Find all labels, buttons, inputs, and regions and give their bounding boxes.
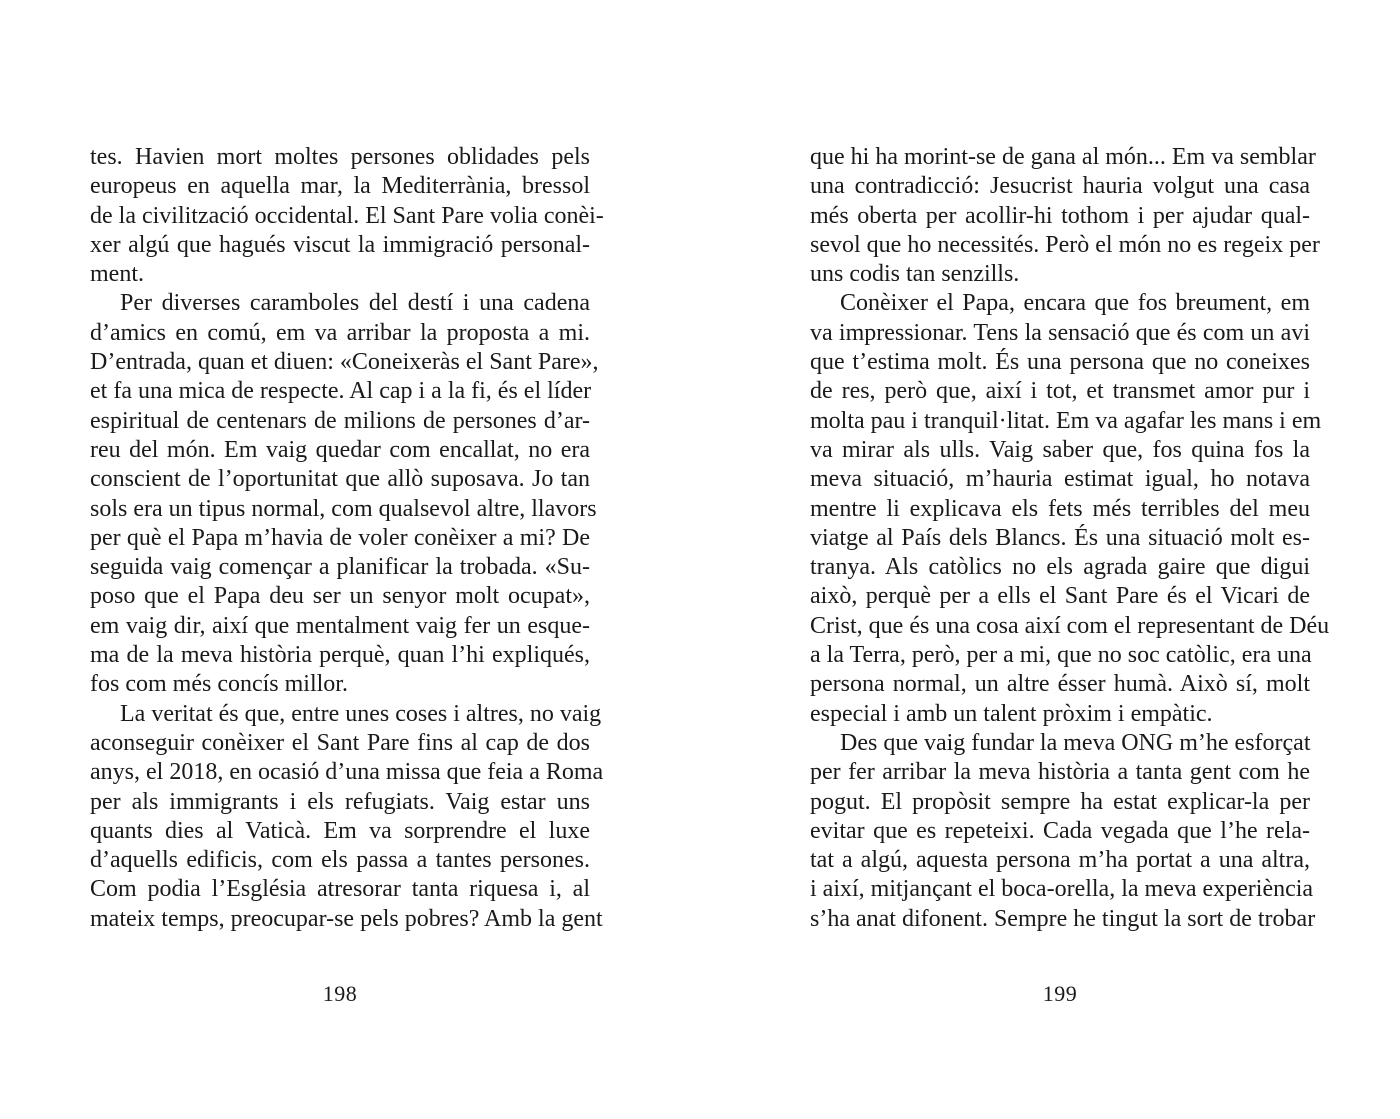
text-line: molta pau i tranquil·litat. Em va agafar les mans i em: [810, 407, 1322, 434]
text-line: a la Terra, però, per a mi, que no soc catòlic, era una: [810, 642, 1312, 669]
right-page-text: [810, 143, 1330, 934]
text-line: més oberta per acollir-hi tothom i per ajudar qual-: [810, 202, 1310, 229]
text-line: persona normal, un altre ésser humà. Això sí, molt: [810, 671, 1310, 698]
text-line: conscient de l’oportunitat que allò suposava. Jo tan: [90, 466, 590, 493]
text-line: xer algú que hagués viscut la immigració personal-: [90, 231, 590, 258]
text-line: ma de la meva història perquè, quan l’hi expliqués,: [90, 642, 590, 669]
text-line: va impressionar. Tens la sensació que és com un avi: [810, 319, 1310, 346]
text-line: i així, mitjançant el boca-orella, la meva experiència: [810, 876, 1314, 903]
text-line: sols era un tipus normal, com qualsevol altre, llavors: [90, 495, 597, 522]
text-line: que t’estima molt. És una persona que no coneixes: [810, 349, 1310, 376]
text-line: d’amics en comú, em va arribar la proposta a mi.: [90, 319, 590, 346]
text-line: Crist, que és una cosa així com el representant de Déu: [810, 612, 1330, 639]
left-page-number: 198: [322, 981, 358, 1006]
text-line: espiritual de centenars de milions de persones d’ar-: [90, 407, 590, 434]
right-page-number: 199: [1042, 981, 1078, 1006]
text-line: especial i amb un talent pròxim i empàtic.: [810, 700, 1213, 727]
text-line: em vaig dir, així que mentalment vaig fer un esque-: [90, 612, 590, 639]
text-line: per fer arribar la meva història a tanta gent com he: [810, 759, 1310, 786]
text-line: que hi ha morint-se de gana al món... Em va semblar: [810, 144, 1316, 170]
text-line: ment.: [90, 261, 144, 288]
text-line: mateix temps, preocupar-se pels pobres? Amb la gent: [90, 905, 603, 932]
text-line: reu del món. Em vaig quedar com encallat, no era: [90, 436, 590, 463]
text-line: sevol que ho necessités. Però el món no es regeix per: [810, 231, 1320, 258]
text-line: Per diverses caramboles del destí i una cadena: [120, 290, 590, 317]
text-line: anys, el 2018, en ocasió d’una missa que feia a Roma: [90, 759, 604, 786]
text-line: s’ha anat difonent. Sempre he tingut la sort de trobar: [810, 905, 1316, 932]
text-line: tat a algú, aquesta persona m’ha portat a una altra,: [810, 847, 1310, 874]
text-line: per als immigrants i els refugiats. Vaig estar uns: [90, 788, 590, 815]
text-line: tranya. Als catòlics no els agrada gaire que digui: [810, 554, 1310, 581]
text-line: tes. Havien mort moltes persones oblidades pels: [90, 144, 590, 170]
text-line: viatge al País dels Blancs. És una situació molt es-: [810, 524, 1310, 551]
text-line: uns codis tan senzills.: [810, 261, 1020, 288]
text-line: de la civilització occidental. El Sant Pare volia conèi-: [90, 202, 604, 229]
text-line: Com podia l’Església atresorar tanta riquesa i, al: [90, 876, 590, 903]
text-line: evitar que es repeteixi. Cada vegada que l’he rela-: [810, 817, 1310, 844]
text-line: una contradicció: Jesucrist hauria volgut una casa: [810, 173, 1310, 200]
text-line: d’aquells edificis, com els passa a tantes persones.: [90, 847, 590, 874]
text-line: La veritat és que, entre unes coses i altres, no vaig: [120, 700, 602, 727]
text-line: mentre li explicava els fets més terribles del meu: [810, 495, 1310, 522]
text-line: fos com més concís millor.: [90, 671, 348, 698]
text-line: pogut. El propòsit sempre ha estat explicar-la per: [810, 788, 1310, 815]
text-line: quants dies al Vaticà. Em va sorprendre el luxe: [90, 817, 590, 844]
text-line: aconseguir conèixer el Sant Pare fins al cap de dos: [90, 729, 590, 756]
text-line: Des que vaig fundar la meva ONG m’he esforçat: [840, 729, 1311, 756]
text-line: de res, però que, així i tot, et transmet amor pur i: [810, 378, 1310, 405]
text-line: per què el Papa m’havia de voler conèixer a mi? De: [90, 524, 590, 551]
left-page-text: [90, 143, 604, 934]
text-line: et fa una mica de respecte. Al cap i a la fi, és el líder: [90, 378, 592, 405]
text-line: D’entrada, quan et diuen: «Coneixeràs el Sant Pare»,: [90, 349, 599, 376]
text-line: seguida vaig començar a planificar la trobada. «Su-: [90, 554, 590, 581]
text-line: això, perquè per a ells el Sant Pare és el Vicari de: [810, 583, 1310, 610]
text-line: meva situació, m’hauria estimat igual, ho notava: [810, 466, 1310, 493]
text-line: va mirar als ulls. Vaig saber que, fos quina fos la: [810, 436, 1310, 463]
text-line: Conèixer el Papa, encara que fos breument, em: [840, 290, 1310, 317]
text-line: poso que el Papa deu ser un senyor molt ocupat»,: [90, 583, 590, 610]
right-page: [700, 0, 1400, 1119]
text-line: europeus en aquella mar, la Mediterrània, bressol: [90, 173, 590, 200]
